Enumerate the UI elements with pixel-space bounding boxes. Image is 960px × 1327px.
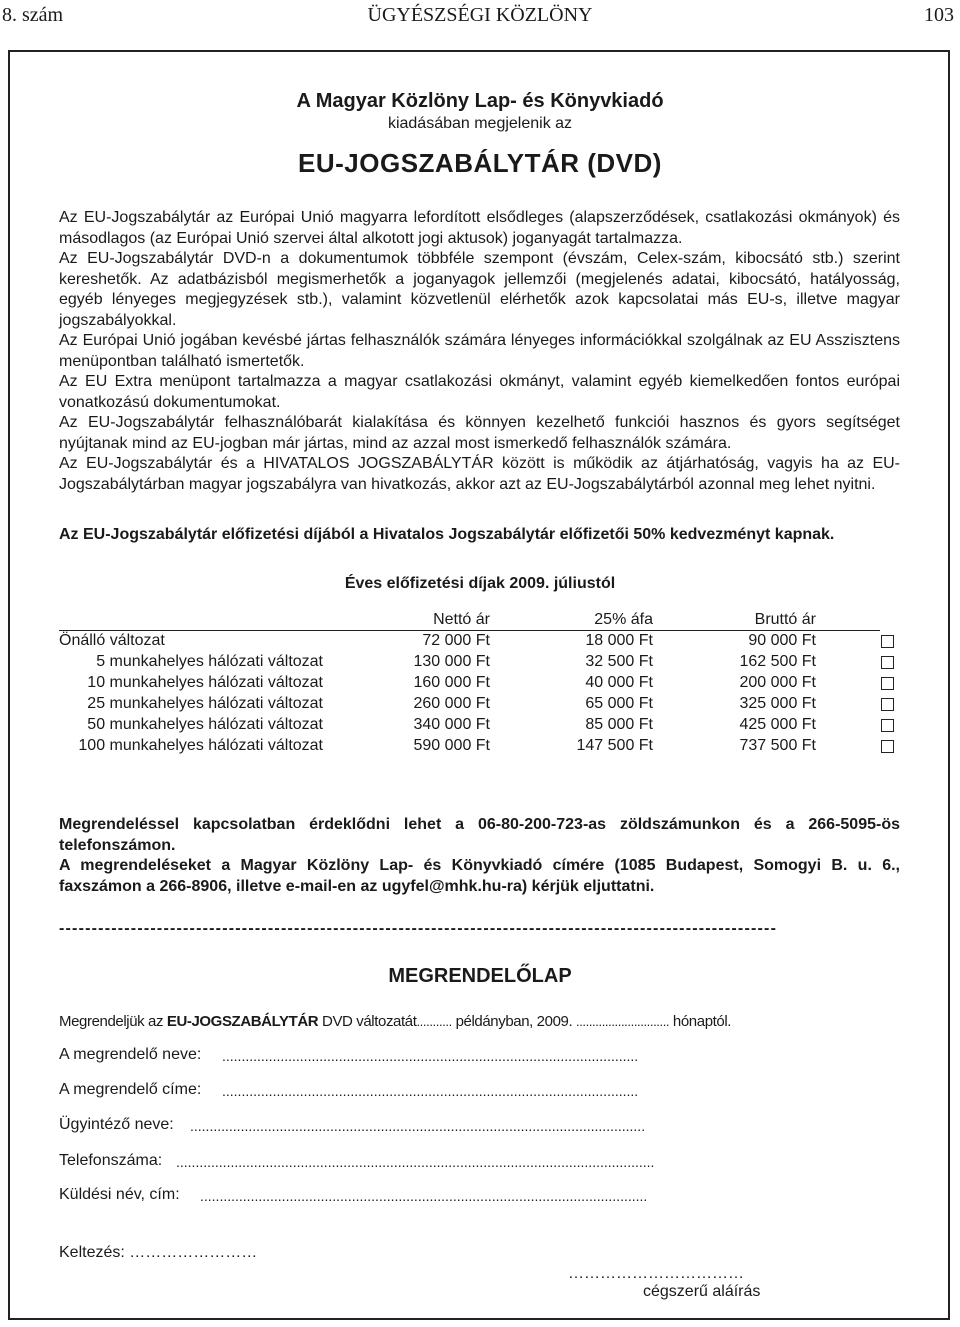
- field-label: Keltezés:: [59, 1244, 130, 1261]
- gross-price: 737 500 Ft: [739, 737, 816, 754]
- customer-name-input[interactable]: ...........................................................................................................: [222, 1048, 639, 1064]
- order-line-mid: DVD változatát: [318, 1013, 417, 1030]
- contact-phone: Megrendeléssel kapcsolatban érdeklődni lehet a 06-80-200-723-as zöldszámunkon és a 266-5095-ös telefonszámon.: [59, 816, 900, 854]
- net-price: 260 000 Ft: [413, 695, 490, 712]
- paragraph: Az EU-Jogszabálytár az Európai Unió magyarra lefordított elsődleges (alapszerződések, csatlakozási okmányok) és másodlagos (az Európai Unió szervei által alkotott jogi aktusok) joganyagát tartalmazza.: [59, 209, 900, 247]
- description: [59, 208, 900, 495]
- signature-line[interactable]: ……………………………: [568, 1265, 744, 1282]
- contact-info: [59, 815, 900, 897]
- gross-price: 90 000 Ft: [748, 632, 816, 649]
- header-net: Nettó ár: [433, 611, 490, 628]
- variant-name: 10 munkahelyes hálózati változat: [87, 674, 323, 691]
- order-checkbox[interactable]: [881, 698, 894, 711]
- paragraph: Az EU-Jogszabálytár felhasználóbarát kialakítása és könnyen kezelhető funkciói hasznos és gyors segítséget nyújtanak mind az EU-jogban már jártas, mind az azzal most ismerkedő felhasználók számára.: [59, 414, 900, 452]
- order-line: [59, 1013, 731, 1030]
- order-checkbox[interactable]: [881, 677, 894, 690]
- publisher-title: A Magyar Közlöny Lap- és Könyvkiadó: [296, 90, 664, 112]
- field-customer-name: [59, 1046, 201, 1064]
- order-checkbox[interactable]: [881, 635, 894, 648]
- issue-number: 8. szám: [2, 4, 64, 26]
- price-table-header: [0, 611, 960, 631]
- field-shipping: [59, 1186, 180, 1204]
- table-row: [0, 695, 960, 715]
- paragraph: Az EU Extra menüpont tartalmazza a magyar csatlakozási okmányt, valamint egyéb kiemelkedően fontos európai vonatkozású dokumentumokat.: [59, 373, 900, 411]
- shipping-input[interactable]: ...................................................................................................................: [200, 1188, 648, 1204]
- variant-name: 5 munkahelyes hálózati változat: [96, 653, 323, 670]
- header-vat: 25% áfa: [594, 611, 653, 628]
- field-customer-address: [59, 1081, 201, 1099]
- order-form-title: MEGRENDELŐLAP: [388, 965, 572, 987]
- gross-price: 325 000 Ft: [739, 695, 816, 712]
- customer-address-input[interactable]: ...........................................................................................................: [222, 1083, 639, 1099]
- field-label: Telefonszáma:: [59, 1152, 163, 1169]
- gross-price: 162 500 Ft: [739, 653, 816, 670]
- phone-input[interactable]: ...........................................................................................................................: [176, 1154, 655, 1170]
- table-divider: [59, 630, 880, 631]
- net-price: 130 000 Ft: [413, 653, 490, 670]
- order-copies-label: példányban, 2009.: [451, 1013, 576, 1030]
- order-product: EU-JOGSZABÁLYTÁR: [166, 1013, 319, 1030]
- page-header: [0, 2, 960, 30]
- cut-line: --------------------------------------------------------------------------------------------------------------: [59, 920, 778, 937]
- journal-title: ÜGYÉSZSÉGI KÖZLÖNY: [367, 4, 593, 26]
- field-contact-person: [59, 1116, 174, 1134]
- header-gross: Bruttó ár: [754, 611, 816, 628]
- gross-price: 200 000 Ft: [739, 674, 816, 691]
- table-row: [0, 737, 960, 757]
- discount-note: Az EU-Jogszabálytár előfizetési díjából a Hivatalos Jogszabálytár előfizetői 50% kedvezményt kapnak.: [59, 526, 835, 543]
- field-label: A megrendelő címe:: [59, 1081, 202, 1098]
- table-row: [0, 653, 960, 673]
- variant-name: 100 munkahelyes hálózati változat: [78, 737, 323, 754]
- order-checkbox[interactable]: [881, 656, 894, 669]
- page-number: 103: [924, 4, 954, 26]
- variant-name: Önálló változat: [59, 632, 165, 649]
- order-checkbox[interactable]: [881, 719, 894, 732]
- net-price: 72 000 Ft: [422, 632, 490, 649]
- field-label: Küldési név, cím:: [59, 1186, 180, 1203]
- order-line-suffix: hónaptól.: [669, 1013, 732, 1030]
- table-row: [0, 674, 960, 694]
- vat-amount: 40 000 Ft: [585, 674, 653, 691]
- table-row: [0, 716, 960, 736]
- signature-label: cégszerű aláírás: [643, 1283, 761, 1300]
- vat-amount: 65 000 Ft: [585, 695, 653, 712]
- month-field[interactable]: .............................: [576, 1014, 670, 1029]
- field-phone: [59, 1152, 162, 1170]
- paragraph: Az EU-Jogszabálytár DVD-n a dokumentumok többféle szempont (évszám, Celex-szám, kibocsátó stb.) szerint kereshetők. Az adatbázisból megismerhetők a joganyagok jellemzői (megjelenés adatai, kibocsátó, hatályosság, egyéb lényeges megjegyzések stb.), valamint közvetlenül elérhetők azok kapcsolatai más EU-s, illetve magyar jogszabályokkal.: [59, 250, 900, 329]
- vat-amount: 147 500 Ft: [576, 737, 653, 754]
- order-line-prefix: Megrendeljük az: [59, 1013, 167, 1030]
- price-table-title: Éves előfizetési díjak 2009. júliustól: [344, 575, 616, 592]
- product-title: EU-JOGSZABÁLYTÁR (DVD): [298, 148, 662, 178]
- net-price: 340 000 Ft: [413, 716, 490, 733]
- paragraph: Az EU-Jogszabálytár és a HIVATALOS JOGSZABÁLYTÁR között is működik az átjárhatóság, vagyis ha az EU-Jogszabálytárban magyar jogszabályra van hivatkozás, akkor azt az EU-Jogszabálytárból azonnal meg lehet nyitni.: [59, 455, 900, 493]
- vat-amount: 18 000 Ft: [585, 632, 653, 649]
- copies-field[interactable]: ...........: [416, 1014, 452, 1029]
- field-date: [59, 1244, 257, 1262]
- field-label: A megrendelő neve:: [59, 1046, 202, 1063]
- net-price: 160 000 Ft: [413, 674, 490, 691]
- paragraph: Az Európai Unió jogában kevésbé jártas felhasználók számára lényeges információkkal szolgálnak az EU Asszisztens menüpontban található ismertetők.: [59, 332, 900, 370]
- variant-name: 50 munkahelyes hálózati változat: [87, 716, 323, 733]
- table-row: [0, 632, 960, 652]
- vat-amount: 32 500 Ft: [585, 653, 653, 670]
- date-input[interactable]: ……………………: [129, 1244, 258, 1261]
- vat-amount: 85 000 Ft: [585, 716, 653, 733]
- variant-name: 25 munkahelyes hálózati változat: [87, 695, 323, 712]
- gross-price: 425 000 Ft: [739, 716, 816, 733]
- net-price: 590 000 Ft: [413, 737, 490, 754]
- field-label: Ügyintéző neve:: [59, 1116, 174, 1133]
- contact-address: A megrendeléseket a Magyar Közlöny Lap- és Könyvkiadó címére (1085 Budapest, Somogyi B. u. 6., faxszámon a 266-8906, illetve e-mail-en az ugyfel@mhk.hu-ra) kérjük eljuttatni.: [59, 857, 900, 895]
- contact-person-input[interactable]: .....................................................................................................................: [190, 1118, 646, 1134]
- publisher-subtitle: kiadásában megjelenik az: [387, 115, 573, 132]
- order-checkbox[interactable]: [881, 740, 894, 753]
